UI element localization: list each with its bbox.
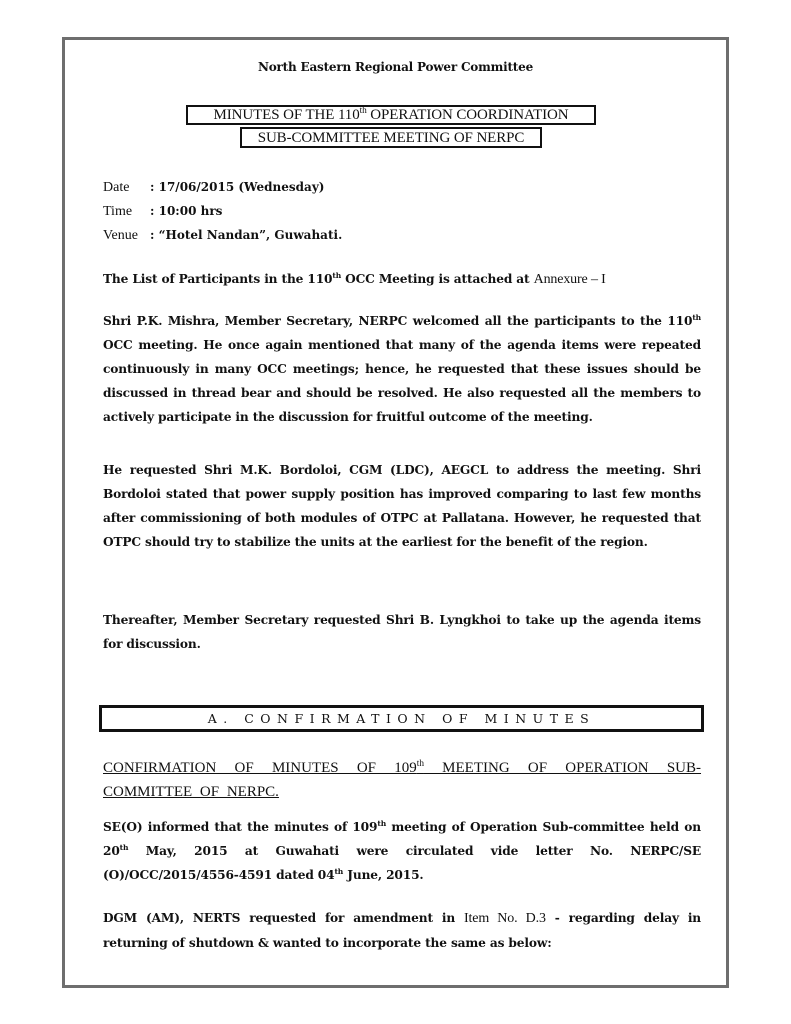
para1-pre: Shri P.K. Mishra, Member Secretary, NERPC welcomed all the participants to the 110: [103, 314, 693, 328]
para4-s2: th: [119, 842, 129, 852]
annexure-reference: Annexure – I: [533, 272, 606, 287]
participants-sup: th: [332, 270, 342, 280]
para4-s1: th: [377, 818, 387, 828]
para4-p4: June, 2015.: [343, 868, 424, 882]
meta-value: : 17/06/2015 (Wednesday): [150, 180, 325, 194]
title-line1-sup: th: [359, 106, 367, 116]
para4-p2: meeting of Operation Sub-committee held on 20: [103, 820, 701, 858]
para4-p1: SE(O) informed that the minutes of 109: [103, 820, 378, 834]
subheading-confirmation: [103, 756, 701, 804]
paragraph-bordoloi: He requested Shri M.K. Bordoloi, CGM (LDC), AEGCL to address the meeting. Shri Bordoloi stated that power supply position has improved comparing to last few months after commissioning of both modules of OTPC at Pallatana. However, he requested that OTPC should try to stabilize the units at the earliest for the benefit of the region.: [103, 463, 701, 549]
para1-post: OCC meeting. He once again mentioned that many of the agenda items were repeated continuously in many OCC meetings; hence, he requested that these issues should be discussed in thread bear and should be resolved. He also requested all the members to actively participate in the discussion for fruitful outcome of the meeting.: [103, 338, 701, 424]
meta-value: : 10:00 hrs: [150, 204, 223, 218]
subheading-sup: th: [416, 759, 424, 769]
section-a-heading: A. CONFIRMATION OF MINUTES: [99, 705, 704, 732]
para5-pre: DGM (AM), NERTS requested for amendment in: [103, 911, 465, 925]
item-reference: Item No. D.3: [464, 911, 546, 926]
participants-text-mid: OCC Meeting is attached at: [341, 272, 534, 286]
participants-text: The List of Participants in the 110: [103, 272, 333, 286]
title-line1-pre: MINUTES OF THE 110: [213, 107, 360, 123]
meta-time: [103, 204, 222, 224]
organization-name: North Eastern Regional Power Committee: [257, 60, 534, 74]
subheading-post: MEETING OF OPERATION SUB-COMMITTEE OF NERPC.: [103, 760, 702, 800]
para5-post: - regarding delay in returning of shutdown & wanted to incorporate the same as below:: [103, 911, 702, 950]
paragraph-dgm-amendment: [103, 906, 701, 955]
meta-label: Time: [103, 204, 133, 219]
subheading-pre: CONFIRMATION OF MINUTES OF 109: [103, 760, 417, 776]
paragraph-thereafter: Thereafter, Member Secretary requested Shri B. Lyngkhoi to take up the agenda items for discussion.: [103, 613, 701, 651]
paragraph-se-informed: [103, 815, 701, 887]
para4-p3: May, 2015 at Guwahati were circulated vide letter No. NERPC/SE (O)/OCC/2015/4556-4591 dated 04: [103, 844, 701, 882]
participants-note: [103, 267, 701, 292]
meta-date: [103, 180, 324, 200]
title-line1-post: OPERATION COORDINATION: [366, 107, 569, 123]
paragraph-welcome: [103, 309, 701, 429]
para4-s3: th: [334, 866, 344, 876]
para1-sup: th: [692, 312, 701, 322]
title-box-line1: [186, 105, 596, 125]
meta-label: Venue: [103, 228, 138, 243]
meta-label: Date: [103, 180, 130, 195]
title-box-line2: SUB-COMMITTEE MEETING OF NERPC: [240, 127, 542, 148]
meta-value: : “Hotel Nandan”, Guwahati.: [150, 228, 343, 242]
meta-venue: [103, 228, 342, 248]
